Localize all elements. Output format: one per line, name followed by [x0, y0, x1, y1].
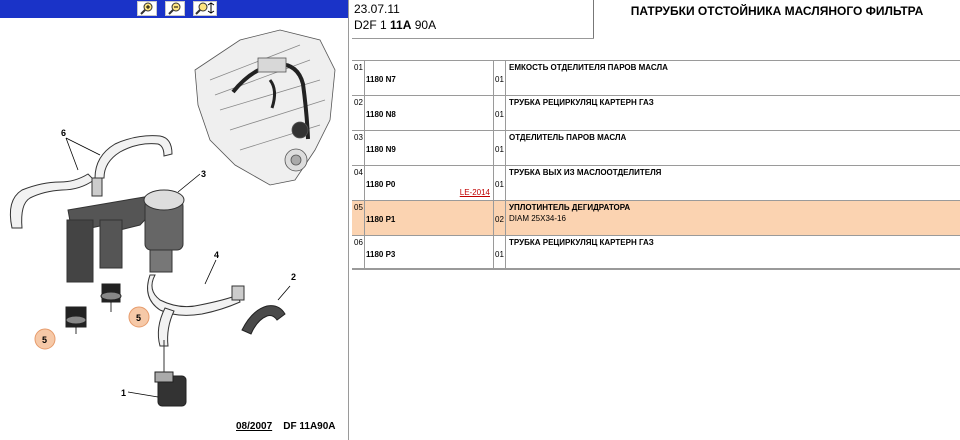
callout-highlight-5	[35, 307, 149, 349]
part-reference[interactable]: 1180 P3	[366, 250, 396, 259]
table-row[interactable]	[352, 60, 960, 95]
callout-6: 6	[61, 128, 67, 138]
zoom-in-icon	[139, 2, 155, 15]
diagram-footer	[236, 421, 336, 432]
row-number: 03	[352, 131, 365, 165]
header-code-prefix: D2F 1	[354, 18, 387, 32]
callout-3: 3	[201, 169, 207, 179]
callout-leader-2	[278, 286, 290, 300]
row-number: 04	[352, 166, 365, 200]
header-code	[354, 18, 436, 32]
row-number: 06	[352, 236, 365, 269]
callout-leader-1	[128, 392, 158, 397]
table-row[interactable]	[352, 165, 960, 200]
header-code-bold: 11A	[390, 18, 412, 32]
part-4-tube	[148, 275, 244, 346]
table-row[interactable]	[352, 130, 960, 165]
zoom-out-icon	[167, 2, 183, 15]
engine-illustration	[195, 30, 335, 185]
part-reference[interactable]: 1180 N8	[366, 110, 396, 119]
table-row[interactable]	[352, 95, 960, 130]
part-quantity: 01	[493, 131, 506, 165]
part-1-housing	[155, 340, 186, 406]
header-underline	[352, 38, 594, 39]
part-description: ОТДЕЛИТЕЛЬ ПАРОВ МАСЛА	[509, 133, 627, 142]
callout-leader-3	[178, 174, 200, 192]
row-number: 01	[352, 61, 365, 95]
part-reference[interactable]: 1180 N7	[366, 75, 396, 84]
part-2-hose	[242, 306, 285, 334]
part-quantity: 02	[493, 201, 506, 235]
part-quantity: 01	[493, 236, 506, 269]
footer-code: DF 11A90A	[283, 421, 336, 432]
callout-5b[interactable]: 5	[42, 335, 48, 345]
row-number: 05	[352, 201, 365, 235]
part-description: ТРУБКА РЕЦИРКУЛЯЦ КАРТЕРН ГАЗ	[509, 238, 654, 247]
part-3-separator	[67, 190, 184, 282]
zoom-fit-icon	[195, 2, 215, 15]
parts-panel	[352, 0, 960, 440]
part-description: ТРУБКА ВЫХ ИЗ МАСЛООТДЕЛИТЕЛЯ	[509, 168, 662, 177]
part-quantity: 01	[493, 61, 506, 95]
part-description: ЕМКОСТЬ ОТДЕЛИТЕЛЯ ПАРОВ МАСЛА	[509, 63, 668, 72]
zoom-toolbar	[0, 0, 348, 18]
row-number: 02	[352, 96, 365, 130]
part-reference[interactable]: 1180 P0	[366, 180, 396, 189]
part-description: ТРУБКА РЕЦИРКУЛЯЦ КАРТЕРН ГАЗ	[509, 98, 654, 107]
page-title: ПАТРУБКИ ОТСТОЙНИКА МАСЛЯНОГО ФИЛЬТРА	[594, 0, 960, 38]
callout-1: 1	[121, 388, 127, 398]
zoom-fit-button[interactable]	[193, 1, 217, 16]
diagram-panel	[0, 0, 348, 440]
panel-divider	[348, 0, 349, 440]
header-code-suffix: 90A	[414, 18, 437, 32]
part-reference[interactable]: 1180 N9	[366, 145, 396, 154]
part-reference[interactable]: 1180 P1	[366, 215, 396, 224]
part-description: УПЛОТИНТЕЛЬ ДЕГИДРАТОРА	[509, 203, 631, 212]
parts-table	[352, 60, 960, 270]
table-row[interactable]	[352, 235, 960, 270]
header-date: 23.07.11	[354, 2, 400, 16]
zoom-out-button[interactable]	[165, 1, 185, 16]
part-quantity: 01	[493, 166, 506, 200]
callout-4: 4	[214, 250, 220, 260]
header-info	[352, 0, 594, 38]
part-5-seals	[66, 284, 121, 327]
part-note-link[interactable]: LE-2014	[459, 188, 490, 197]
exploded-parts-diagram	[0, 18, 348, 422]
callout-5a[interactable]: 5	[136, 313, 142, 323]
callout-2: 2	[291, 272, 297, 282]
part-detail: DIAM 25X34-16	[509, 214, 566, 223]
zoom-in-button[interactable]	[137, 1, 157, 16]
table-row[interactable]	[352, 200, 960, 235]
footer-date: 08/2007	[236, 421, 273, 432]
callout-leader-4	[205, 260, 216, 284]
table-bottom-rule	[352, 268, 960, 269]
callout-leaders-6	[66, 138, 100, 170]
part-quantity: 01	[493, 96, 506, 130]
